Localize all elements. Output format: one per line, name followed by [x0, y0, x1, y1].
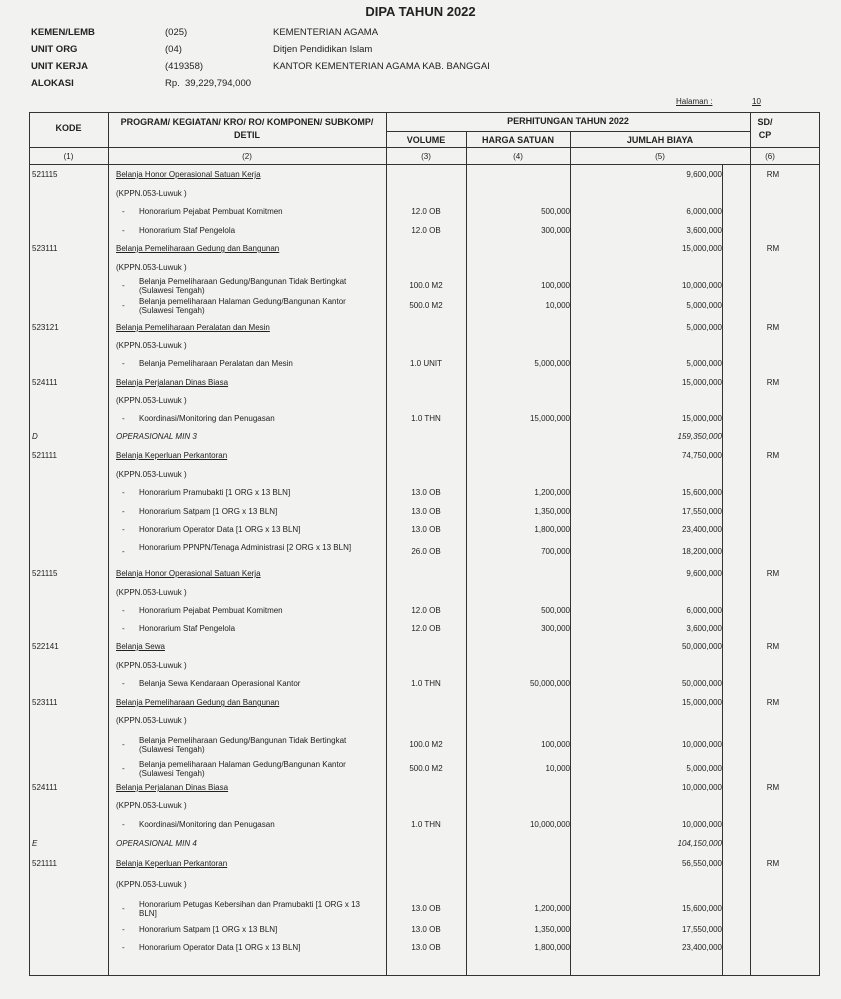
header-value: Ditjen Pendidikan Islam: [273, 44, 373, 55]
row-code: 523121: [32, 323, 59, 332]
page-number: [676, 97, 761, 106]
row-sumber-dana: RM: [766, 451, 780, 460]
header-code: (04): [165, 44, 182, 55]
row-item-text: Honorarium Satpam [1 ORG x 13 BLN]: [139, 507, 278, 516]
table-row: [0, 226, 841, 244]
table-row: [0, 698, 841, 716]
row-jumlah-biaya: 9,600,000: [686, 569, 722, 578]
row-bullet: -: [122, 820, 125, 829]
table-row: [0, 414, 841, 432]
row-volume: 13.0 OB: [411, 925, 441, 934]
row-bullet: -: [122, 624, 125, 633]
row-jumlah-biaya: 15,000,000: [681, 378, 722, 387]
table-row: [0, 839, 841, 857]
table-row: [0, 760, 841, 782]
row-bullet: -: [122, 679, 125, 688]
row-jumlah-biaya: 56,550,000: [681, 859, 722, 868]
table-row: [0, 244, 841, 262]
table-row: [0, 207, 841, 225]
row-account-title: Belanja Keperluan Perkantoran: [116, 451, 228, 460]
row-bullet: -: [122, 507, 125, 516]
table-row: [0, 488, 841, 506]
header-rule: [386, 131, 750, 132]
table-row: [0, 783, 841, 801]
row-item-text: Belanja Pemeliharaan Peralatan dan Mesin: [139, 359, 293, 368]
col-number: (6): [765, 152, 775, 161]
row-account-title: Belanja Pemeliharaan Gedung dan Bangunan: [116, 244, 280, 253]
col-header-jumlah: JUMLAH BIAYA: [626, 135, 694, 145]
table-row: [0, 606, 841, 624]
row-component-title: OPERASIONAL MIN 3: [116, 432, 197, 441]
table-row: [0, 880, 841, 898]
row-kppn: (KPPN.053-Luwuk ): [116, 189, 187, 198]
table-row: [0, 189, 841, 207]
row-volume: 1.0 THN: [411, 820, 441, 829]
document-title: DIPA TAHUN 2022: [365, 4, 476, 19]
row-bullet: -: [122, 301, 125, 310]
row-code: 521115: [32, 170, 58, 179]
row-bullet: -: [122, 925, 125, 934]
row-kppn: (KPPN.053-Luwuk ): [116, 263, 187, 272]
row-kppn: (KPPN.053-Luwuk ): [116, 801, 187, 810]
header-value: 39,229,794,000: [185, 78, 252, 89]
table-row: [0, 588, 841, 606]
header-code: (419358): [165, 61, 204, 72]
table-row: [0, 642, 841, 660]
row-harga-satuan: 100,000: [541, 281, 570, 290]
row-volume: 13.0 OB: [411, 525, 441, 534]
table-row: [0, 736, 841, 758]
row-harga-satuan: 5,000,000: [534, 359, 570, 368]
header-label: UNIT ORG: [31, 44, 78, 55]
row-item-text: Belanja Pemeliharaan Gedung/Bangunan Tidak Bertingkat (Sulawesi Tengah): [139, 277, 347, 295]
row-harga-satuan: 300,000: [541, 226, 570, 235]
row-account-title: Belanja Sewa: [116, 642, 165, 651]
col-number: (4): [513, 152, 523, 161]
row-sumber-dana: RM: [766, 170, 780, 179]
row-kppn: (KPPN.053-Luwuk ): [116, 716, 187, 725]
row-bullet: -: [122, 606, 125, 615]
row-volume: 12.0 OB: [411, 207, 441, 216]
row-harga-satuan: 500,000: [541, 207, 570, 216]
row-volume: 13.0 OB: [411, 507, 441, 516]
table-row: [0, 900, 841, 922]
row-bullet: -: [122, 904, 125, 913]
row-item-text: Koordinasi/Monitoring dan Penugasan: [139, 820, 275, 829]
col-header-kode: KODE: [55, 123, 82, 133]
table-row: [0, 543, 841, 565]
row-sumber-dana: RM: [766, 378, 780, 387]
header-label: KEMEN/LEMB: [31, 27, 95, 38]
row-jumlah-biaya: 17,550,000: [681, 507, 722, 516]
row-volume: 100.0 M2: [409, 281, 443, 290]
table-row: [0, 943, 841, 961]
row-volume: 12.0 OB: [411, 226, 441, 235]
table-row: [0, 170, 841, 188]
col-header-harga: HARGA SATUAN: [482, 135, 554, 145]
row-jumlah-biaya: 15,000,000: [681, 244, 722, 253]
row-item-text: Honorarium Pejabat Pembuat Komitmen: [139, 606, 283, 615]
row-item-text: Belanja pemeliharaan Halaman Gedung/Bangunan Kantor (Sulawesi Tengah): [139, 760, 346, 778]
table-row: [0, 396, 841, 414]
header-label: UNIT KERJA: [31, 61, 89, 72]
row-jumlah-biaya: 23,400,000: [681, 525, 722, 534]
row-harga-satuan: 100,000: [541, 740, 570, 749]
row-sumber-dana: RM: [766, 569, 780, 578]
row-jumlah-biaya: 23,400,000: [681, 943, 722, 952]
row-jumlah-biaya: 5,000,000: [686, 323, 722, 332]
row-harga-satuan: 50,000,000: [529, 679, 570, 688]
row-code: 523111: [32, 244, 58, 253]
table-row: [0, 297, 841, 319]
row-jumlah-biaya: 15,600,000: [681, 904, 722, 913]
row-volume: 1.0 UNIT: [409, 359, 442, 368]
row-bullet: -: [122, 207, 125, 216]
table-row: [0, 432, 841, 450]
row-sumber-dana: RM: [766, 642, 780, 651]
table-row: [0, 859, 841, 877]
row-item-text: Koordinasi/Monitoring dan Penugasan: [139, 414, 275, 423]
row-jumlah-biaya: 15,600,000: [681, 488, 722, 497]
row-jumlah-biaya: 159,350,000: [677, 432, 722, 441]
row-jumlah-biaya: 17,550,000: [681, 925, 722, 934]
table-row: [0, 507, 841, 525]
col-header-volume: VOLUME: [406, 135, 446, 145]
row-code: 523111: [32, 698, 58, 707]
row-harga-satuan: 1,800,000: [534, 525, 570, 534]
row-item-text: Honorarium Pramubakti [1 ORG x 13 BLN]: [139, 488, 291, 497]
row-jumlah-biaya: 104,150,000: [677, 839, 722, 848]
header-value: KANTOR KEMENTERIAN AGAMA KAB. BANGGAI: [273, 61, 490, 72]
row-item-text: Honorarium Staf Pengelola: [139, 624, 236, 633]
row-item-text: Belanja Pemeliharaan Gedung/Bangunan Tidak Bertingkat (Sulawesi Tengah): [139, 736, 347, 754]
header-row-alokasi: [31, 75, 490, 92]
row-kppn: (KPPN.053-Luwuk ): [116, 341, 187, 350]
table-row: [0, 569, 841, 587]
col-header-sdcp: SD/ CP: [757, 117, 773, 140]
row-jumlah-biaya: 50,000,000: [681, 679, 722, 688]
row-bullet: -: [122, 281, 125, 290]
row-volume: 1.0 THN: [411, 414, 441, 423]
col-header-perhitungan: PERHITUNGAN TAHUN 2022: [507, 116, 629, 126]
header-rule: [29, 164, 820, 165]
row-code: 521111: [32, 859, 57, 868]
table-row: [0, 359, 841, 377]
row-bullet: -: [122, 764, 125, 773]
table-row: [0, 801, 841, 819]
row-jumlah-biaya: 3,600,000: [686, 624, 722, 633]
row-item-text: Honorarium Operator Data [1 ORG x 13 BLN]: [139, 943, 301, 952]
row-volume: 13.0 OB: [411, 904, 441, 913]
table-row: [0, 925, 841, 943]
row-harga-satuan: 15,000,000: [529, 414, 570, 423]
row-harga-satuan: 10,000: [545, 301, 570, 310]
row-account-title: Belanja Perjalanan Dinas Biasa: [116, 783, 229, 792]
row-sumber-dana: RM: [766, 783, 780, 792]
row-volume: 12.0 OB: [411, 606, 441, 615]
row-jumlah-biaya: 10,000,000: [681, 740, 722, 749]
row-account-title: Belanja Honor Operasional Satuan Kerja: [116, 170, 261, 179]
header-row-unit-kerja: [31, 58, 490, 75]
row-harga-satuan: 1,350,000: [534, 507, 570, 516]
row-jumlah-biaya: 5,000,000: [686, 301, 722, 310]
row-sumber-dana: RM: [766, 244, 780, 253]
table-row: [0, 323, 841, 341]
row-code: 521115: [32, 569, 58, 578]
row-code: 522141: [32, 642, 59, 651]
row-code: 521111: [32, 451, 57, 460]
row-kppn: (KPPN.053-Luwuk ): [116, 396, 187, 405]
header-rule: [29, 147, 820, 148]
row-code: D: [32, 432, 38, 441]
row-harga-satuan: 10,000,000: [529, 820, 570, 829]
row-kppn: (KPPN.053-Luwuk ): [116, 661, 187, 670]
row-code: 524111: [32, 783, 58, 792]
row-jumlah-biaya: 6,000,000: [686, 606, 722, 615]
row-jumlah-biaya: 10,000,000: [681, 281, 722, 290]
row-harga-satuan: 1,200,000: [534, 488, 570, 497]
row-jumlah-biaya: 18,200,000: [681, 547, 722, 556]
row-sumber-dana: RM: [766, 323, 780, 332]
table-row: [0, 451, 841, 469]
row-sumber-dana: RM: [766, 859, 780, 868]
row-bullet: -: [122, 943, 125, 952]
table-row: [0, 525, 841, 543]
row-bullet: -: [122, 740, 125, 749]
table-row: [0, 378, 841, 396]
table-row: [0, 679, 841, 697]
row-jumlah-biaya: 10,000,000: [681, 820, 722, 829]
row-kppn: (KPPN.053-Luwuk ): [116, 880, 187, 889]
table-row: [0, 624, 841, 642]
col-number: (3): [421, 152, 431, 161]
row-kppn: (KPPN.053-Luwuk ): [116, 470, 187, 479]
header-row-kemenlemb: [31, 24, 490, 41]
row-jumlah-biaya: 50,000,000: [681, 642, 722, 651]
row-item-text: Belanja pemeliharaan Halaman Gedung/Bangunan Kantor (Sulawesi Tengah): [139, 297, 346, 315]
row-item-text: Honorarium Staf Pengelola: [139, 226, 236, 235]
table-row: [0, 716, 841, 734]
row-jumlah-biaya: 15,000,000: [681, 698, 722, 707]
row-account-title: Belanja Honor Operasional Satuan Kerja: [116, 569, 261, 578]
row-volume: 12.0 OB: [411, 624, 441, 633]
page-number-label: Halaman :: [676, 97, 713, 106]
row-item-text: Belanja Sewa Kendaraan Operasional Kantor: [139, 679, 301, 688]
row-volume: 500.0 M2: [409, 301, 443, 310]
row-account-title: Belanja Perjalanan Dinas Biasa: [116, 378, 229, 387]
row-jumlah-biaya: 74,750,000: [681, 451, 722, 460]
row-bullet: -: [122, 414, 125, 423]
row-account-title: Belanja Keperluan Perkantoran: [116, 859, 228, 868]
document-header: [31, 24, 490, 92]
row-bullet: -: [122, 488, 125, 497]
header-label: ALOKASI: [31, 78, 74, 89]
row-component-title: OPERASIONAL MIN 4: [116, 839, 197, 848]
row-jumlah-biaya: 10,000,000: [681, 783, 722, 792]
row-volume: 100.0 M2: [409, 740, 443, 749]
row-jumlah-biaya: 5,000,000: [686, 764, 722, 773]
row-item-text: Honorarium Satpam [1 ORG x 13 BLN]: [139, 925, 278, 934]
row-kppn: (KPPN.053-Luwuk ): [116, 588, 187, 597]
table-row: [0, 277, 841, 299]
row-harga-satuan: 500,000: [541, 606, 570, 615]
row-harga-satuan: 1,200,000: [534, 904, 570, 913]
header-code: (025): [165, 27, 188, 38]
row-bullet: -: [122, 226, 125, 235]
row-jumlah-biaya: 6,000,000: [686, 207, 722, 216]
row-code: E: [32, 839, 38, 848]
col-number: (2): [242, 152, 252, 161]
header-row-unit-org: [31, 41, 490, 58]
row-harga-satuan: 1,800,000: [534, 943, 570, 952]
row-bullet: -: [122, 525, 125, 534]
row-volume: 500.0 M2: [409, 764, 443, 773]
row-jumlah-biaya: 15,000,000: [681, 414, 722, 423]
header-value: KEMENTERIAN AGAMA: [273, 27, 379, 38]
table-row: [0, 341, 841, 359]
row-volume: 13.0 OB: [411, 943, 441, 952]
row-account-title: Belanja Pemeliharaan Peralatan dan Mesin: [116, 323, 270, 332]
table-row: [0, 820, 841, 838]
row-bullet: -: [122, 547, 125, 556]
row-code: 524111: [32, 378, 58, 387]
table-row: [0, 470, 841, 488]
row-sumber-dana: RM: [766, 698, 780, 707]
row-item-text: Honorarium Operator Data [1 ORG x 13 BLN]: [139, 525, 301, 534]
row-item-text: Honorarium PPNPN/Tenaga Administrasi [2 ORG x 13 BLN]: [139, 543, 352, 552]
col-header-program: PROGRAM/ KEGIATAN/ KRO/ RO/ KOMPONEN/ SUBKOMP/ DETIL: [120, 117, 374, 140]
row-item-text: Honorarium Petugas Kebersihan dan Pramubakti [1 ORG x 13 BLN]: [139, 900, 361, 918]
row-volume: 1.0 THN: [411, 679, 441, 688]
page-number-value: 10: [752, 97, 761, 106]
table-row: [0, 263, 841, 281]
row-harga-satuan: 10,000: [545, 764, 570, 773]
row-harga-satuan: 300,000: [541, 624, 570, 633]
row-jumlah-biaya: 9,600,000: [686, 170, 722, 179]
col-number: (5): [655, 152, 665, 161]
row-volume: 26.0 OB: [411, 547, 441, 556]
row-account-title: Belanja Pemeliharaan Gedung dan Bangunan: [116, 698, 280, 707]
table-row: [0, 661, 841, 679]
row-bullet: -: [122, 359, 125, 368]
col-number: (1): [63, 152, 74, 161]
row-jumlah-biaya: 3,600,000: [686, 226, 722, 235]
header-code: Rp.: [165, 78, 180, 89]
row-jumlah-biaya: 5,000,000: [686, 359, 722, 368]
row-harga-satuan: 1,350,000: [534, 925, 570, 934]
row-harga-satuan: 700,000: [541, 547, 570, 556]
row-item-text: Honorarium Pejabat Pembuat Komitmen: [139, 207, 283, 216]
row-volume: 13.0 OB: [411, 488, 441, 497]
